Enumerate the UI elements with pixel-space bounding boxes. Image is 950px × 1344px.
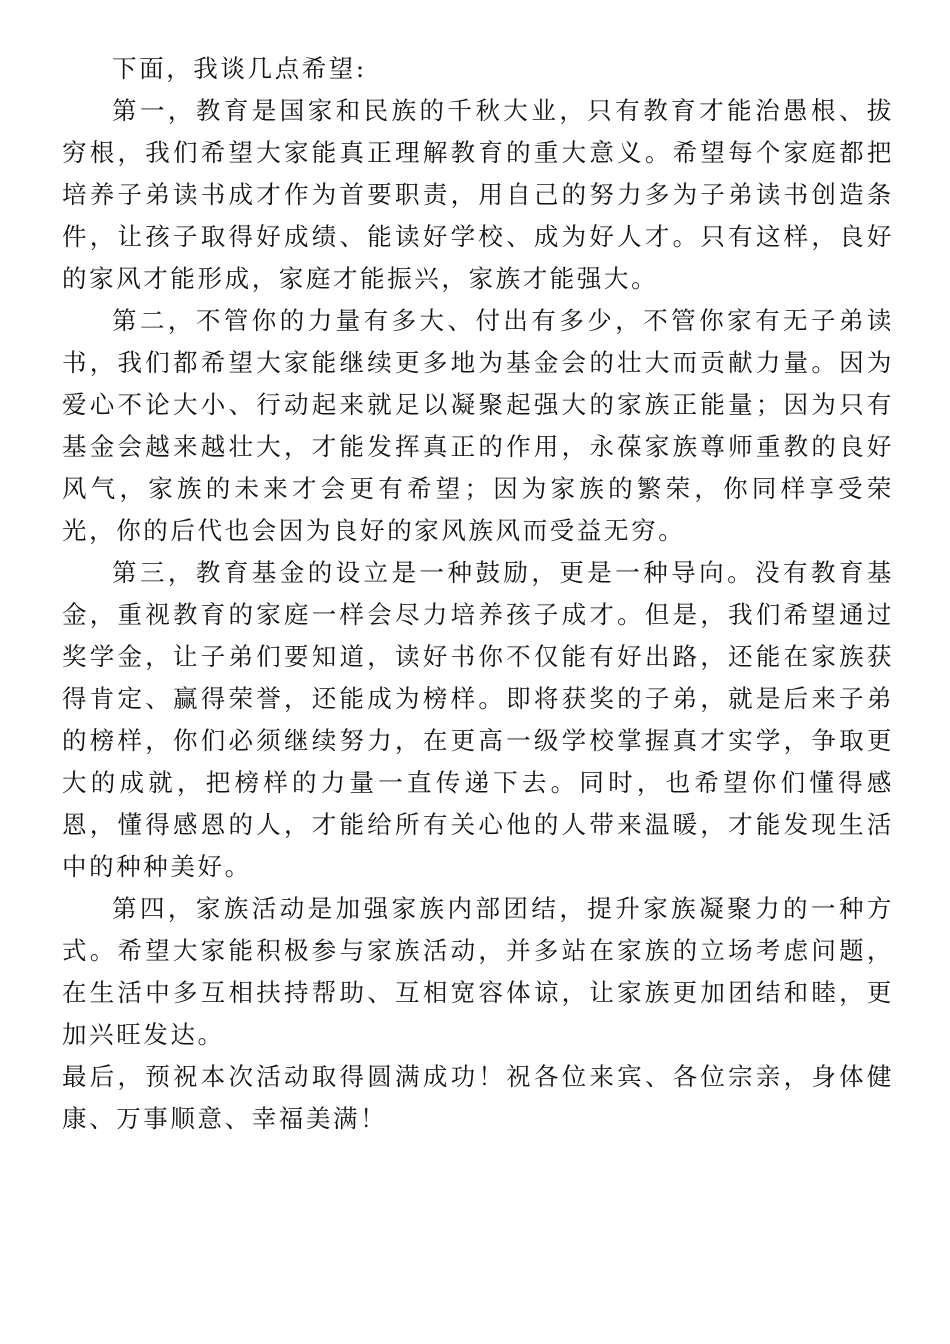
paragraph-third: 第三，教育基金的设立是一种鼓励，更是一种导向。没有教育基金，重视教育的家庭一样会尽力培养孩子成才。但是，我们希望通过奖学金，让子弟们要知道，读好书你不仅能有好出路，还能在家族获得肯定、赢得荣誉，还能成为榜样。即将获奖的子弟，就是后来子弟的榜样，你们必须继续努力，在更高一级学校掌握真才实学，争取更大的成就，把榜样的力量一直传递下去。同时，也希望你们懂得感恩，懂得感恩的人，才能给所有关心他的人带来温暖，才能发现生活中的种种美好。 [62,558,894,881]
closing-paragraph: 最后，预祝本次活动取得圆满成功！祝各位来宾、各位宗亲，身体健康、万事顺意、幸福美满！ [62,1062,894,1133]
document-page [62,48,894,1140]
paragraph-first: 第一，教育是国家和民族的千秋大业，只有教育才能治愚根、拔穷根，我们希望大家能真正理解教育的重大意义。希望每个家庭都把培养子弟读书成才作为首要职责，用自己的努力多为子弟读书创造条件，让孩子取得好成绩、能读好学校、成为好人才。只有这样，良好的家风才能形成，家庭才能振兴，家族才能强大。 [62,96,894,293]
intro-paragraph: 下面，我谈几点希望: [112,54,367,83]
paragraph-second: 第二，不管你的力量有多大、付出有多少，不管你家有无子弟读书，我们都希望大家能继续更多地为基金会的壮大而贡献力量。因为爱心不论大小、行动起来就足以凝聚起强大的家族正能量；因为只有基金会越来越壮大，才能发挥真正的作用，永葆家族尊师重教的良好风气，家族的未来才会更有希望；因为家族的繁荣，你同样享受荣光，你的后代也会因为良好的家风族风而受益无穷。 [62,306,894,545]
paragraph-fourth: 第四，家族活动是加强家族内部团结，提升家族凝聚力的一种方式。希望大家能积极参与家族活动，并多站在家族的立场考虑问题，在生活中多互相扶持帮助、互相宽容体谅，让家族更加团结和睦，更加兴旺发达。 [62,894,894,1049]
